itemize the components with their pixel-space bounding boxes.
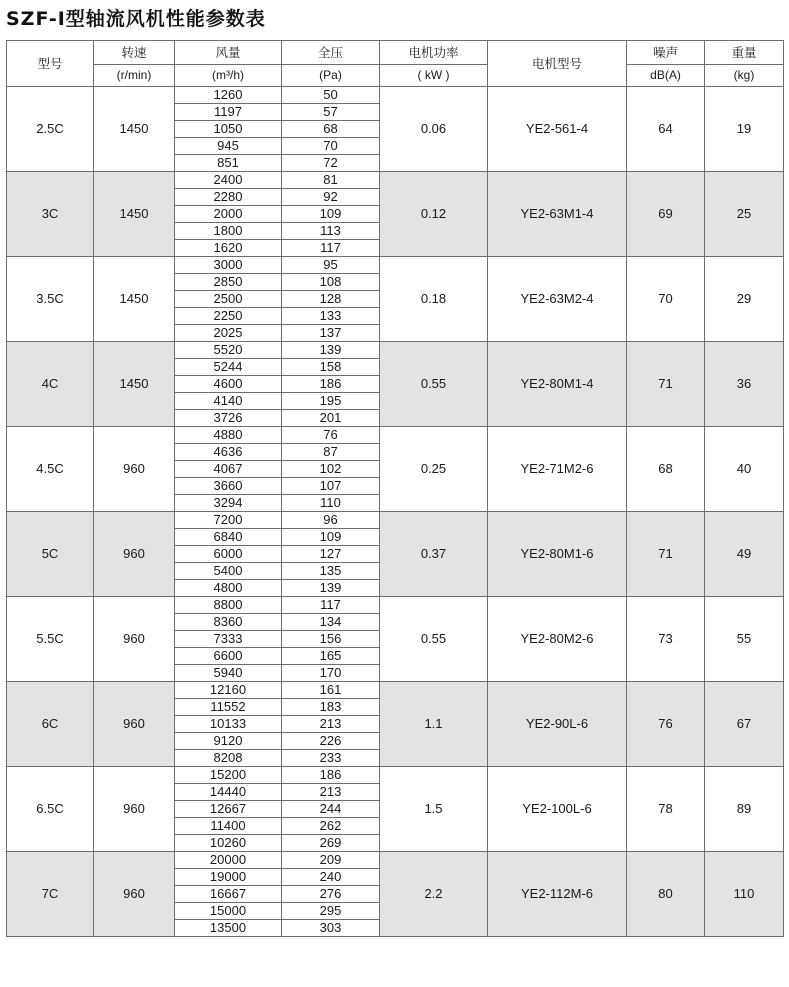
cell-pressure: 170	[282, 665, 380, 682]
cell-pressure: 262	[282, 818, 380, 835]
cell-flow: 4880	[175, 427, 282, 444]
cell-pressure: 117	[282, 240, 380, 257]
cell-flow: 5244	[175, 359, 282, 376]
cell-pressure: 110	[282, 495, 380, 512]
cell-pressure: 161	[282, 682, 380, 699]
cell-pressure: 96	[282, 512, 380, 529]
cell-motor: YE2-80M2-6	[488, 597, 627, 682]
cell-speed: 1450	[94, 342, 175, 427]
cell-pressure: 139	[282, 580, 380, 597]
table-row	[7, 342, 784, 359]
cell-flow: 2250	[175, 308, 282, 325]
header-weight-unit: (kg)	[705, 65, 784, 87]
cell-flow: 1197	[175, 104, 282, 121]
model-group	[7, 427, 784, 512]
cell-pressure: 233	[282, 750, 380, 767]
cell-flow: 5940	[175, 665, 282, 682]
cell-motor: YE2-80M1-6	[488, 512, 627, 597]
cell-weight: 89	[705, 767, 784, 852]
cell-pressure: 128	[282, 291, 380, 308]
cell-pressure: 76	[282, 427, 380, 444]
cell-weight: 29	[705, 257, 784, 342]
cell-power: 0.55	[380, 597, 488, 682]
cell-noise: 78	[627, 767, 705, 852]
header-noise-unit: dB(A)	[627, 65, 705, 87]
cell-flow: 3294	[175, 495, 282, 512]
model-group	[7, 342, 784, 427]
cell-flow: 13500	[175, 920, 282, 937]
cell-weight: 67	[705, 682, 784, 767]
cell-pressure: 213	[282, 784, 380, 801]
cell-pressure: 102	[282, 461, 380, 478]
cell-pressure: 183	[282, 699, 380, 716]
cell-speed: 960	[94, 597, 175, 682]
header-row-2	[7, 65, 784, 87]
cell-flow: 3000	[175, 257, 282, 274]
cell-speed: 960	[94, 427, 175, 512]
cell-weight: 40	[705, 427, 784, 512]
cell-pressure: 213	[282, 716, 380, 733]
cell-flow: 8800	[175, 597, 282, 614]
cell-weight: 55	[705, 597, 784, 682]
cell-flow: 2500	[175, 291, 282, 308]
cell-pressure: 186	[282, 767, 380, 784]
cell-pressure: 117	[282, 597, 380, 614]
cell-pressure: 165	[282, 648, 380, 665]
header-flow: 风量	[175, 41, 282, 65]
cell-pressure: 70	[282, 138, 380, 155]
cell-speed: 960	[94, 682, 175, 767]
cell-flow: 19000	[175, 869, 282, 886]
header-pressure-unit: (Pa)	[282, 65, 380, 87]
cell-model: 4C	[7, 342, 94, 427]
cell-pressure: 201	[282, 410, 380, 427]
cell-model: 5C	[7, 512, 94, 597]
cell-pressure: 81	[282, 172, 380, 189]
header-flow-unit: (m³/h)	[175, 65, 282, 87]
cell-power: 0.18	[380, 257, 488, 342]
cell-model: 3C	[7, 172, 94, 257]
cell-noise: 71	[627, 342, 705, 427]
cell-pressure: 303	[282, 920, 380, 937]
table-row	[7, 597, 784, 614]
cell-flow: 15000	[175, 903, 282, 920]
cell-power: 1.1	[380, 682, 488, 767]
header-speed-unit: (r/min)	[94, 65, 175, 87]
cell-pressure: 158	[282, 359, 380, 376]
cell-flow: 1050	[175, 121, 282, 138]
page-title: SZF-Ⅰ型轴流风机性能参数表	[6, 8, 266, 30]
cell-flow: 5400	[175, 563, 282, 580]
cell-noise: 80	[627, 852, 705, 937]
header-noise: 噪声	[627, 41, 705, 65]
cell-flow: 9120	[175, 733, 282, 750]
cell-flow: 11552	[175, 699, 282, 716]
header-speed: 转速	[94, 41, 175, 65]
cell-pressure: 295	[282, 903, 380, 920]
cell-pressure: 108	[282, 274, 380, 291]
cell-flow: 2025	[175, 325, 282, 342]
cell-weight: 36	[705, 342, 784, 427]
cell-motor: YE2-112M-6	[488, 852, 627, 937]
cell-power: 0.55	[380, 342, 488, 427]
cell-pressure: 87	[282, 444, 380, 461]
cell-flow: 4600	[175, 376, 282, 393]
cell-pressure: 137	[282, 325, 380, 342]
cell-flow: 10260	[175, 835, 282, 852]
cell-flow: 10133	[175, 716, 282, 733]
cell-flow: 4067	[175, 461, 282, 478]
cell-noise: 69	[627, 172, 705, 257]
model-group	[7, 257, 784, 342]
cell-motor: YE2-561-4	[488, 87, 627, 172]
header-weight: 重量	[705, 41, 784, 65]
cell-motor: YE2-63M2-4	[488, 257, 627, 342]
cell-motor: YE2-80M1-4	[488, 342, 627, 427]
cell-model: 3.5C	[7, 257, 94, 342]
cell-pressure: 226	[282, 733, 380, 750]
cell-power: 1.5	[380, 767, 488, 852]
cell-speed: 960	[94, 852, 175, 937]
cell-noise: 73	[627, 597, 705, 682]
cell-flow: 6000	[175, 546, 282, 563]
cell-power: 0.37	[380, 512, 488, 597]
cell-flow: 7200	[175, 512, 282, 529]
header-motor: 电机型号	[488, 41, 627, 87]
cell-pressure: 72	[282, 155, 380, 172]
cell-flow: 14440	[175, 784, 282, 801]
cell-power: 0.12	[380, 172, 488, 257]
cell-weight: 49	[705, 512, 784, 597]
cell-pressure: 109	[282, 529, 380, 546]
cell-pressure: 195	[282, 393, 380, 410]
cell-noise: 70	[627, 257, 705, 342]
cell-pressure: 244	[282, 801, 380, 818]
cell-pressure: 133	[282, 308, 380, 325]
cell-model: 2.5C	[7, 87, 94, 172]
cell-pressure: 50	[282, 87, 380, 104]
header-pressure: 全压	[282, 41, 380, 65]
cell-flow: 3660	[175, 478, 282, 495]
cell-flow: 20000	[175, 852, 282, 869]
table-row	[7, 87, 784, 104]
model-group	[7, 597, 784, 682]
cell-pressure: 186	[282, 376, 380, 393]
cell-weight: 25	[705, 172, 784, 257]
cell-flow: 7333	[175, 631, 282, 648]
model-group	[7, 87, 784, 172]
cell-flow: 4636	[175, 444, 282, 461]
cell-pressure: 109	[282, 206, 380, 223]
cell-model: 7C	[7, 852, 94, 937]
cell-flow: 3726	[175, 410, 282, 427]
cell-flow: 5520	[175, 342, 282, 359]
cell-pressure: 135	[282, 563, 380, 580]
model-group	[7, 512, 784, 597]
table-row	[7, 852, 784, 869]
table-row	[7, 682, 784, 699]
cell-flow: 8208	[175, 750, 282, 767]
cell-power: 0.06	[380, 87, 488, 172]
cell-motor: YE2-100L-6	[488, 767, 627, 852]
cell-model: 5.5C	[7, 597, 94, 682]
cell-flow: 6600	[175, 648, 282, 665]
cell-pressure: 127	[282, 546, 380, 563]
cell-pressure: 107	[282, 478, 380, 495]
cell-flow: 12160	[175, 682, 282, 699]
cell-weight: 110	[705, 852, 784, 937]
cell-noise: 76	[627, 682, 705, 767]
cell-motor: YE2-63M1-4	[488, 172, 627, 257]
table-row	[7, 427, 784, 444]
cell-flow: 6840	[175, 529, 282, 546]
table-row	[7, 172, 784, 189]
table-row	[7, 767, 784, 784]
cell-pressure: 92	[282, 189, 380, 206]
cell-model: 6.5C	[7, 767, 94, 852]
cell-flow: 11400	[175, 818, 282, 835]
cell-flow: 945	[175, 138, 282, 155]
header-power: 电机功率	[380, 41, 488, 65]
cell-pressure: 134	[282, 614, 380, 631]
model-group	[7, 767, 784, 852]
cell-weight: 19	[705, 87, 784, 172]
cell-motor: YE2-71M2-6	[488, 427, 627, 512]
model-group	[7, 852, 784, 937]
cell-pressure: 139	[282, 342, 380, 359]
cell-flow: 4140	[175, 393, 282, 410]
cell-noise: 71	[627, 512, 705, 597]
header-power-unit: ( kW )	[380, 65, 488, 87]
model-group	[7, 682, 784, 767]
table-row	[7, 257, 784, 274]
model-group	[7, 172, 784, 257]
cell-speed: 960	[94, 767, 175, 852]
cell-speed: 1450	[94, 87, 175, 172]
cell-model: 4.5C	[7, 427, 94, 512]
cell-power: 2.2	[380, 852, 488, 937]
cell-pressure: 240	[282, 869, 380, 886]
cell-flow: 851	[175, 155, 282, 172]
cell-flow: 1260	[175, 87, 282, 104]
cell-pressure: 57	[282, 104, 380, 121]
cell-flow: 1620	[175, 240, 282, 257]
cell-flow: 2400	[175, 172, 282, 189]
cell-model: 6C	[7, 682, 94, 767]
cell-pressure: 68	[282, 121, 380, 138]
cell-flow: 4800	[175, 580, 282, 597]
cell-pressure: 95	[282, 257, 380, 274]
header-model: 型号	[7, 41, 94, 87]
header-row-1	[7, 41, 784, 65]
cell-power: 0.25	[380, 427, 488, 512]
cell-speed: 1450	[94, 257, 175, 342]
table-row	[7, 512, 784, 529]
cell-flow: 1800	[175, 223, 282, 240]
cell-pressure: 113	[282, 223, 380, 240]
cell-flow: 12667	[175, 801, 282, 818]
cell-pressure: 209	[282, 852, 380, 869]
cell-pressure: 276	[282, 886, 380, 903]
cell-speed: 960	[94, 512, 175, 597]
cell-noise: 64	[627, 87, 705, 172]
cell-flow: 8360	[175, 614, 282, 631]
cell-flow: 2850	[175, 274, 282, 291]
cell-flow: 2000	[175, 206, 282, 223]
cell-pressure: 156	[282, 631, 380, 648]
cell-flow: 16667	[175, 886, 282, 903]
performance-table	[6, 40, 784, 937]
cell-speed: 1450	[94, 172, 175, 257]
cell-pressure: 269	[282, 835, 380, 852]
cell-flow: 2280	[175, 189, 282, 206]
cell-flow: 15200	[175, 767, 282, 784]
cell-motor: YE2-90L-6	[488, 682, 627, 767]
cell-noise: 68	[627, 427, 705, 512]
